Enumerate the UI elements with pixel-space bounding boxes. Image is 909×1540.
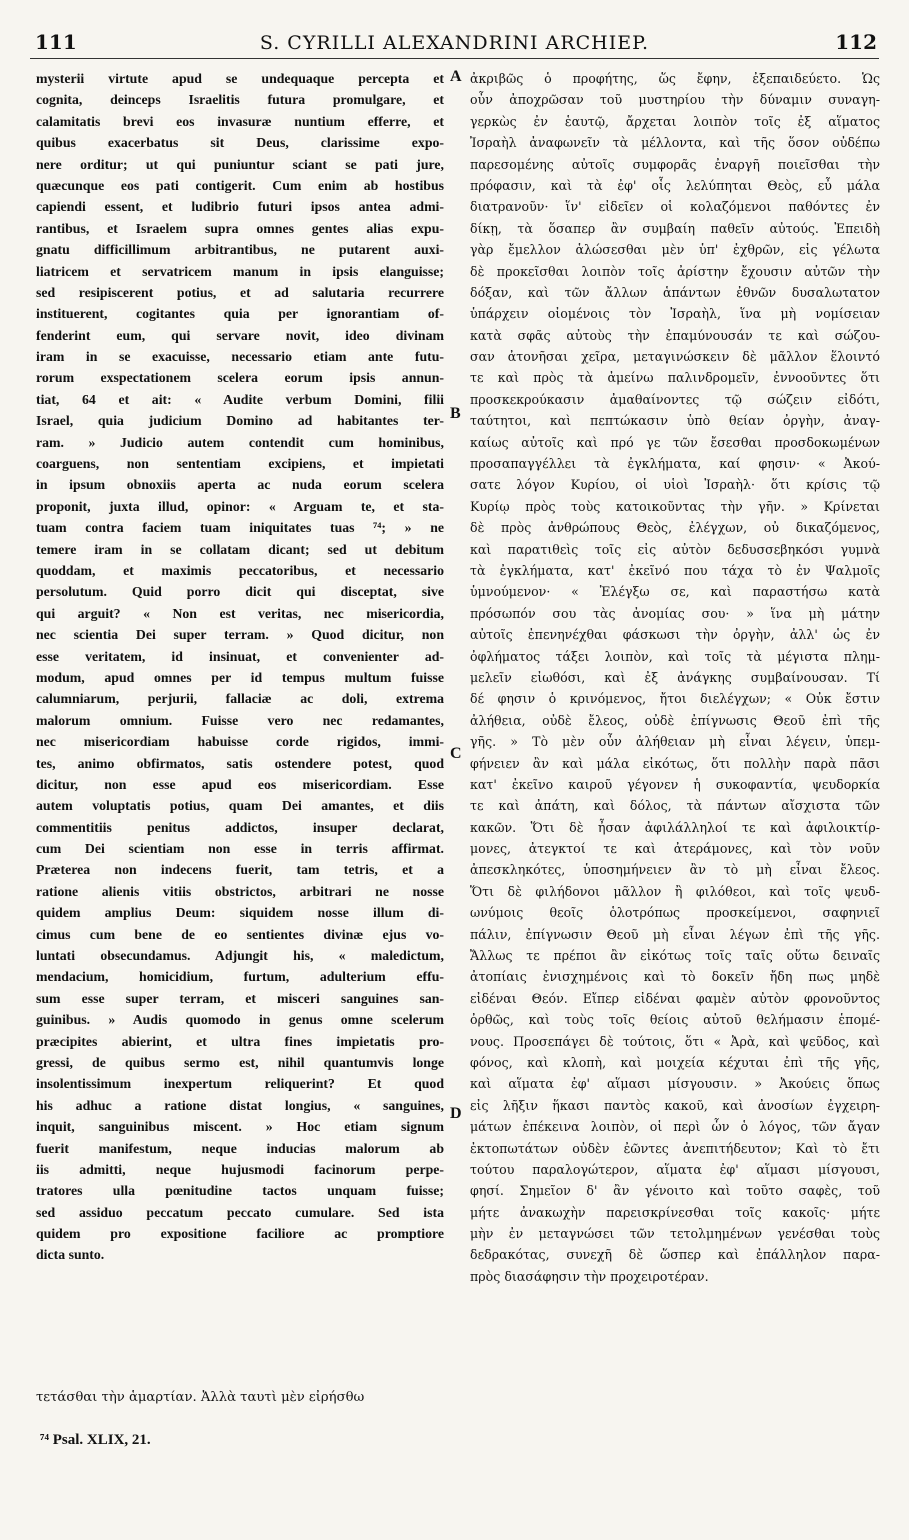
latin-text-line: dicitur, non esse apud eos misericordiam. Esse — [36, 776, 444, 792]
latin-text-line: capiendi essent, et ludibrio futuri ipsos antea admi- — [36, 199, 444, 215]
greek-text-line: μήτε ἀνακωχὴν παρεισκρίνεσθαι τοῖς κακοῖς· μήτε — [470, 1204, 880, 1220]
latin-text-line: instituerent, cogitantes quia per ignorantiam of- — [36, 306, 444, 322]
greek-text-line: τε καὶ ἀπάτη, καὶ δόλος, τὰ πάντων αἴσχιστα τῶν — [470, 798, 880, 814]
greek-text-line: δὲ προκεῖσθαι λοιπὸν τοῖς ἀρίστην ἔχουσιν αὐτῶν τὴν — [470, 263, 880, 279]
latin-text-line: tes, animo obfirmatos, satis ostendere potest, quod — [36, 755, 444, 771]
greek-text-line: μονες, ἀτεγκτοί τε καὶ ἀτεράμονες, καὶ τὸν νοῦν — [470, 841, 880, 857]
latin-text-line: iram in se exacuisse, necessario etiam ante futu- — [36, 349, 444, 365]
latin-text-line: ratione alienis vitiis obstrictos, arbitrari ne nosse — [36, 883, 444, 899]
greek-text-line: κατὰ σφᾶς αὐτοὺς τὴν ἐπαμύνουσάν τε καὶ σώζου- — [470, 327, 880, 343]
section-marker-c: C — [450, 745, 462, 762]
greek-text-line: ἀτοπίαις ἐνισχημένοις καὶ τὸ δοκεῖν ἤδη πως μηδὲ — [470, 969, 880, 985]
latin-text-line: quibus exacerbatus sit Deus, clarissime expo- — [36, 135, 444, 151]
greek-text-line: φησί. Σημεῖον δ' ἂν γένοιτο καὶ τοῦτο σαφὲς, τοῦ — [470, 1183, 880, 1199]
latin-text-line: malorum omnium. Fuisse vero nec redamantes, — [36, 712, 444, 728]
latin-text-line: sum esse super terram, et misceri sanguines san- — [36, 990, 444, 1006]
greek-text-line: ὀρθῶς, καὶ τοὺς τοῖς θείοις αὐτοῦ θελήμασιν ἑπομέ- — [470, 1012, 880, 1028]
latin-text-line: commentitiis penitus addictos, insuper declarat, — [36, 819, 444, 835]
latin-text-line: quæcunque eos pati contigerit. Cum enim ab hostibus — [36, 177, 444, 193]
greek-text-line: αὐτοῖς ἐπενηνέχθαι φάσκωσι τὴν ὀργὴν, ἀλλ' ὡς ἐν — [470, 627, 880, 643]
latin-text-line: mendacium, homicidium, furtum, adulterium effu- — [36, 969, 444, 985]
greek-text-line: ἐκτοπωτάτων οὐδὲν ἐῶντες ἀνεπιτήδευτον; Καὶ τὸ ἔτι — [470, 1140, 880, 1156]
greek-text-line: ὑπάρχειν οἰομένοις τὸν Ἰσραὴλ, ἵνα μὴ νομίσειαν — [470, 306, 880, 322]
latin-text-line: autem voluptatis potius, quam Dei amantes, et diis — [36, 798, 444, 814]
latin-text-line: nec scientia Dei super terram. » Quod dicitur, non — [36, 627, 444, 643]
greek-text-line: ωνύμοις θεοῖς ὁλοτρόπως προσκείμενοι, σαφηνιεῖ — [470, 905, 880, 921]
greek-text-line: πάλιν, ἐπίγνωσιν Θεοῦ μὴ εἶναι λέγων ἐπὶ τῆς γῆς. — [470, 926, 880, 942]
latin-text-line: sed assiduo peccatum peccato cumulare. Sed ista — [36, 1204, 444, 1220]
latin-text-line: iis admitti, neque hujusmodi facinorum perpe- — [36, 1161, 444, 1177]
greek-text-line: σαν ἀτονῆσαι χεῖρα, μεταγινώσκειν δὲ μᾶλλον ἕλοιντό — [470, 349, 880, 365]
latin-text-line: tuam contra faciem tuam iniquitates tuas ⁷⁴; » ne — [36, 520, 444, 536]
greek-text-line: μελεῖν εἰωθόσι, καὶ ἐξ ἀνάγκης συμβαίνουσαν. Τί — [470, 669, 880, 685]
greek-text-line: ἀπεσκληκότες, ὑποσημήνειεν ἂν τὸ μὴ εἶναι ἔλεος. — [470, 862, 880, 878]
latin-text-line: luntati obsecundamus. Adjungit his, « maledictum, — [36, 948, 444, 964]
greek-text-line: κακῶν. Ὅτι δὲ ἦσαν ἀφιλάλληλοί τε καὶ ἀφιλοικτίρ- — [470, 819, 880, 835]
latin-text-line: his adhuc a ratione distat longius, « sanguines, — [36, 1097, 444, 1113]
latin-text-line: præcipites abierint, et ultra fines impietatis pro- — [36, 1033, 444, 1049]
latin-text-line: temere iram in se collatam dicant; sed ut debitum — [36, 541, 444, 557]
greek-text-line: δέ φησιν ὁ κρινόμενος, ἤτοι διελέγχων; « Οὐκ ἔστιν — [470, 691, 880, 707]
latin-column — [36, 68, 444, 1266]
greek-text-line: δίκῃ, τὰ ὅσαπερ ἂν συμβαίη παθεῖν αὐτούς. Ἐπειδὴ — [470, 220, 880, 236]
greek-text-line: τούτου παραλογώτερον, αἵματα ἐφ' αἵμασι μίσγουσι, — [470, 1161, 880, 1177]
latin-text-line: mysterii virtute apud se undequaque percepta et — [36, 71, 444, 86]
greek-text-line: καὶ αἵματα ἐφ' αἵμασι μίσγουσιν. » Ἀκούεις ὅπως — [470, 1076, 880, 1092]
footnote: ⁷⁴ Psal. XLIX, 21. — [40, 1432, 151, 1448]
greek-text-line: δεδρακότας, συνεχῆ δὲ ὥσπερ καὶ ἐπάλληλον παρα- — [470, 1247, 880, 1263]
greek-text-line: καὶ παρατιθεὶς τοῖς εἰς αὐτὸν δεδυσσεβηκόσι γυμνὰ — [470, 541, 880, 557]
latin-text-line: esse veritatem, id insinuat, et convenienter ad- — [36, 648, 444, 664]
greek-text-line: μάτων ἐπέκεινα λοιπὸν, οἱ περὶ ὧν ὁ λόγος, τῶν ἄγαν — [470, 1119, 880, 1135]
latin-text-line: gnatu difficillimum arbitrantibus, ne putarent auxi- — [36, 242, 444, 258]
latin-text-line: guinibus. » Audis quomodo in genus omne scelerum — [36, 1012, 444, 1028]
latin-text-line: in ipsum obnoxiis aperta ac nuda eorum scelera — [36, 477, 444, 493]
latin-text-line: persolutum. Quid porro dicit qui disceptat, sive — [36, 584, 444, 600]
latin-text-line: cum Dei scientiam non esse in terris affirmat. — [36, 841, 444, 857]
greek-text-line: γῆς. » Τὸ μὲν οὖν ἀλήθειαν μὴ εἶναι λέγειν, ὑπεμ- — [470, 734, 880, 750]
latin-text-line: calumniarum, perjurii, fallaciæ ac doli, extrema — [36, 691, 444, 707]
page-header — [30, 28, 879, 59]
page-number-left: 111 — [35, 30, 77, 54]
greek-text-line: γερκὼς ἐν ἑαυτῷ, ἄρχεται λοιπὸν τοῖς ἐξ αἵματος — [470, 113, 880, 129]
latin-text-line: cimus cum bene de eo sentientes divinæ ejus vo- — [36, 926, 444, 942]
latin-text-line: ram. » Judicio autem contendit cum hominibus, — [36, 434, 444, 450]
greek-text-line: Ἄλλως τε πρέποι ἂν εἰκότως τοῖς ταῖς οὕτω δειναῖς — [470, 948, 880, 964]
greek-text-line: ἀλήθεια, οὐδὲ ἔλεος, οὐδὲ ἐπίγνωσις Θεοῦ ἐπὶ τῆς — [470, 712, 880, 728]
latin-text-line: rantibus, et Israelem supra omnes gentes alias expu- — [36, 220, 444, 236]
section-marker-d: D — [450, 1105, 462, 1122]
greek-text-line: σατε λόγον Κυρίου, οἱ υἱοὶ Ἰσραὴλ· ὅτι κρίσις τῷ — [470, 477, 880, 493]
latin-text-line: modum, apud omnes per id tempus multum fuisse — [36, 669, 444, 685]
greek-text-line: προσαπαγγέλλει τὰ ἐγκλήματα, καί φησιν· « Ἀκού- — [470, 456, 880, 472]
greek-text-line: προσκεκρούκασιν ἀμαθαίνοντες τῷ σώζειν εἰδότι, — [470, 391, 880, 407]
running-title: S. CYRILLI ALEXANDRINI ARCHIEP. — [259, 32, 650, 54]
greek-text-line: καίως αὐτοῖς καὶ πρό γε τῶν ἔσεσθαι προσδοκωμένων — [470, 434, 880, 450]
greek-text-line: εἰδέναι Θεόν. Εἴπερ εἰδέναι φαμὲν αὐτὸν φρονοῦντος — [470, 990, 880, 1006]
latin-text-line: sed resipiscerent potius, et ad salutaria recurrere — [36, 284, 444, 300]
latin-text-line: proponit, juxta illud, opinor: « Arguam te, et sta- — [36, 498, 444, 514]
latin-text-line: fenderint eum, qui servare novit, ideo divinam — [36, 327, 444, 343]
latin-text-line: quidem pro expositione faciliore ac promptiore — [36, 1226, 444, 1242]
greek-text-line: νους. Προσεπάγει δὲ τούτοις, ὅτι « Ἀρὰ, καὶ ψεῦδος, καὶ — [470, 1033, 880, 1049]
greek-text-line: δὲ πρὸς ἀνθρώπους Θεὸς, ἐλέγχων, οὐ δικαζόμενος, — [470, 520, 880, 536]
latin-text-line: fuerit manifestum, neque inducias malorum ab — [36, 1140, 444, 1156]
greek-text-line: πρόσωπόν σου τὰς ἀνομίας σου· » ἵνα μὴ μάτην — [470, 605, 880, 621]
greek-text-line: ἀκριβῶς ὁ προφήτης, ὥς ἔφην, ἐξεπαιδεύετο. Ὡς — [470, 71, 880, 86]
latin-text-line: tratores ulla pœnitudine tactos unquam fuisse; — [36, 1183, 444, 1199]
section-marker-a: A — [450, 68, 462, 85]
latin-text-line: nec misericordiam habuisse corde rigidos, immi- — [36, 734, 444, 750]
greek-text-line: πρόφασιν, καὶ τὰ ἐφ' οἷς λελύπηται Θεὸς, εὖ μάλα — [470, 177, 880, 193]
greek-text-line: τε καὶ πρὸς τὰ ἀμείνω παλινδρομεῖν, ἐννοοῦντες ὅτι — [470, 370, 880, 386]
greek-text-line: Κυρίῳ πρὸς τοὺς κατοικοῦντας τὴν γῆν. » Κρίνεται — [470, 498, 880, 514]
latin-text-line: liatricem et servatricem manum in ipsis elanguisse; — [36, 263, 444, 279]
latin-text-line: Israel, quia judicium Domino ad habitantes ter- — [36, 413, 444, 429]
greek-text-line: διατρανοῦν· ἵν' εἰδεῖεν οἱ κολαζόμενοι παθόντες ἐν — [470, 199, 880, 215]
latin-text-line: inquit, sanguinibus miscent. » Hoc etiam signum — [36, 1119, 444, 1135]
greek-text-line: ὀφλήματος τάξει λοιπὸν, καὶ τοῖς τὰ μέγιστα πλημ- — [470, 648, 880, 664]
greek-text-line: παρεσομένης αὐτοῖς συμφορᾶς ἐναργῆ ποιεῖσθαι τὴν — [470, 156, 880, 172]
latin-text-line: coarguens, non sententiam excipiens, et impietati — [36, 456, 444, 472]
latin-text-line: quidem amplius Deum: siquidem nosse illum di- — [36, 905, 444, 921]
latin-text-line: dicta sunto. — [36, 1247, 105, 1263]
greek-text-line: ὑμνούμενον· « Ἐλέγξω σε, καὶ παραστήσω κατὰ — [470, 584, 880, 600]
greek-text-line: μὴν ἐν μεταγνώσει τῶν τετολμημένων γενέσθαι τοὺς — [470, 1226, 880, 1242]
latin-text-line: nere orditur; ut qui puniuntur sciant se pati jure, — [36, 156, 444, 172]
greek-column — [470, 68, 880, 1287]
latin-text-line: insolentissimum inexpertum reliquerint? Et quod — [36, 1076, 444, 1092]
greek-text-line: Ὅτι δὲ φιλήδονοι μᾶλλον ἢ φιλόθεοι, καὶ τοῖς ψευδ- — [470, 883, 880, 899]
latin-text-line: calamitatis brevi eos invasuræ nuntium efferre, et — [36, 113, 444, 129]
greek-text-line: οὖν ἀποχρῶσαν τοῦ μυστηρίου τὴν δύναμιν συναγη- — [470, 92, 880, 108]
latin-text-line: qui arguit? « Non est veritas, nec misericordia, — [36, 605, 444, 621]
greek-text-line: Ἰσραὴλ ἀναφωνεῖν τὰ μέλλοντα, καὶ τῆς ὅσον οὐδέπω — [470, 135, 880, 151]
page-number-right: 112 — [835, 30, 877, 54]
greek-text-line: δόξαν, καὶ τῶν ἄλλων ἁπάντων ἐθνῶν δυσαλωτατον — [470, 284, 880, 300]
greek-text-line: ταύτητοι, καὶ πεπτώκασιν ὑπὸ θείαν ὀργὴν, ἀναγ- — [470, 413, 880, 429]
latin-text-line: quoddam, et maximis peccatoribus, et necessario — [36, 562, 444, 578]
greek-text-line: τὰ ἐγκλήματα, κατ' ἐκεῖνό που τάχα τὸ ἐν Ψαλμοῖς — [470, 562, 880, 578]
latin-text-line: cognita, deinceps Israelitis futura promulgare, et — [36, 92, 444, 108]
latin-text-line: Præterea non indecens fuerit, tam tetris, et a — [36, 862, 444, 878]
latin-text-line: tiat, 64 et ait: « Audite verbum Domini, filii — [36, 391, 444, 407]
latin-text-line: rorum exspectationem scelera eorum ipsis annun- — [36, 370, 444, 386]
section-marker-b: B — [450, 405, 461, 422]
bottom-left-text: τετάσθαι τὴν ἁμαρτίαν. Ἀλλὰ ταυτὶ μὲν εἰρήσθω — [36, 1390, 365, 1405]
greek-text-line: γὰρ ἔμελλον ἁλώσεσθαι μὲν ὑπ' ἐχθρῶν, εἰς γέλωτα — [470, 242, 880, 258]
greek-text-line: φόνος, καὶ κλοπὴ, καὶ μοιχεία κέχυται ἐπὶ τῆς γῆς, — [470, 1054, 880, 1070]
greek-text-line: πρὸς διασάφησιν τὴν προχειροτέραν. — [470, 1268, 709, 1284]
greek-text-line: φήνειεν ἂν καὶ μάλα εἰκότως, ὅτι πολλὴν παρὰ πᾶσι — [470, 755, 880, 771]
greek-text-line: κατ' ἐκεῖνο καιροῦ γέγονεν ἡ συκοφαντία, ψευδορκία — [470, 776, 880, 792]
latin-text-line: gressi, de quibus sermo est, nihil quantumvis longe — [36, 1054, 444, 1070]
greek-text-line: εἰς λῆξιν ἥκασι παντὸς κακοῦ, καὶ ἀνοσίων ἐγχειρη- — [470, 1097, 880, 1113]
